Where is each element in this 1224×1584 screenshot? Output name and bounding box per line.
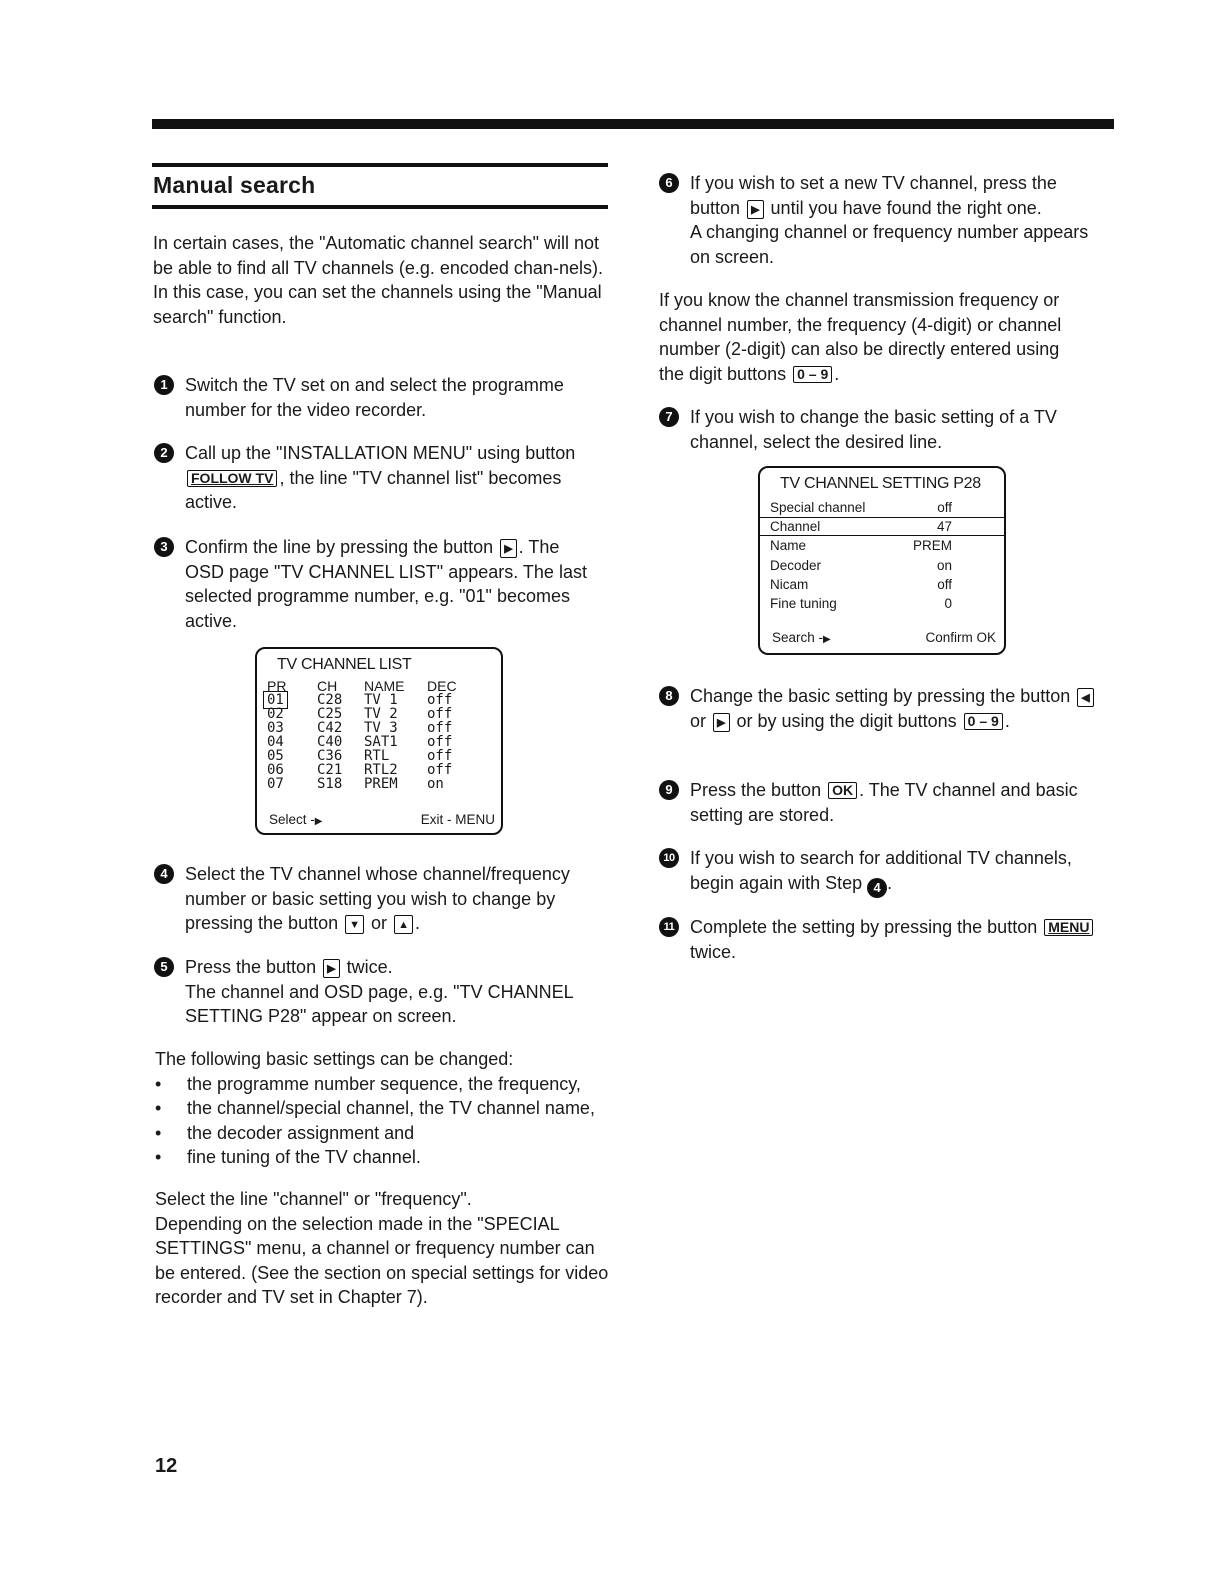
select-line-paragraph [155,1187,611,1310]
setting-row-decoder[interactable] [760,556,1004,575]
select-line-text: Select the line "channel" or "frequency". [155,1189,472,1209]
table-row[interactable] [261,721,457,735]
step-text: If you wish to search for additional TV channels, begin again with Step 4 . [690,846,1099,898]
step-number: 1 [154,375,174,395]
pr-cell-selected: 01 [263,691,288,709]
table-row[interactable] [261,707,457,721]
setting-value: 47 [936,519,952,535]
name-cell: TV 2 [364,706,398,722]
right-arrow-icon: ▶ [823,634,831,645]
search-hint: Search -▶ [772,630,831,645]
step-number: 4 [154,864,174,884]
ch-cell: C21 [317,762,343,778]
down-arrow-key-icon: ▼ [345,915,364,934]
step-number: 7 [659,407,679,427]
setting-rows [760,498,1004,613]
step5-text-c: The channel and OSD page, e.g. "TV CHANNEL SETTING P28" appear on screen. [185,981,573,1026]
setting-row-name[interactable] [760,536,1004,555]
step6-text-b: until you have found the right one. [770,197,1042,218]
header-dec: DEC [427,678,457,694]
step-number: 10 [659,848,679,868]
step3-text-a: Confirm the line by pressing the button [185,537,494,557]
osd-title: TV CHANNEL SETTING P28 [780,475,981,492]
name-cell: RTL2 [364,762,398,778]
step9-text-b: . The TV channel and basic setting are stored. [690,780,1078,825]
step8-text-b: or by using the digit buttons [736,710,957,731]
step-text [690,171,1099,269]
step-11 [659,915,1099,964]
ch-cell: S18 [317,776,343,792]
step-number: 3 [154,537,174,557]
step-number: 5 [154,957,174,977]
setting-label: Channel [770,519,821,535]
right-arrow-icon: ▶ [314,816,323,827]
intro-paragraph [153,231,605,329]
dec-cell: off [427,748,453,764]
pr-cell: 02 [267,706,284,722]
channel-list-table [261,679,457,791]
ch-cell: C42 [317,720,343,736]
setting-row-nicam[interactable] [760,575,1004,594]
confirm-hint: Confirm OK [925,630,996,645]
step-10 [659,846,1099,898]
title-rule-top [152,163,608,167]
list-item: • the channel/special channel, the TV channel name, [155,1096,605,1121]
list-item: • the decoder assignment and [155,1121,605,1146]
step-3 [154,535,602,633]
ch-cell: C28 [317,692,343,708]
name-cell: RTL [364,748,390,764]
table-row[interactable] [261,735,457,749]
step-reference-badge: 4 [867,878,887,898]
right-arrow-key-icon: ▶ [500,539,516,558]
step4-text: Select the TV channel whose channel/frequency number or basic setting you wish to change by pressing the button [185,864,570,933]
name-cell: TV 1 [364,692,398,708]
list-item: • fine tuning of the TV channel. [155,1145,605,1170]
step-number: 6 [659,173,679,193]
step-4 [154,862,602,936]
dec-cell: off [427,734,453,750]
table-row[interactable] [261,693,457,707]
pr-cell: 03 [267,720,284,736]
setting-label: Name [770,538,807,554]
table-row[interactable] [261,749,457,763]
step-text: Select the TV channel whose channel/frequency number or basic setting you wish to change by pressing the button ▼ or ▲ . [185,864,570,933]
dec-cell: off [427,706,453,722]
step-text [690,778,1099,827]
setting-value: PREM [912,538,952,554]
header-ch: CH [317,678,338,694]
osd-title: TV CHANNEL LIST [277,656,412,673]
step6-text-a: If you wish to set a new TV channel, press the button [690,173,1057,218]
settings-section [155,1047,605,1170]
ch-cell: C25 [317,706,343,722]
setting-label: Nicam [770,576,809,592]
intro-text-2: In this case, you can set the channels using the "Manual search" function. [153,282,602,327]
digit-keys-icon: 0 – 9 [964,713,1003,730]
setting-value: off [937,576,952,592]
setting-value: 0 [944,596,952,612]
page-title: Manual search [153,172,316,198]
top-rule [152,119,1114,129]
step10-text: If you wish to search for additional TV channels, begin again with Step [690,848,1072,893]
step-2 [154,441,602,515]
step-text [185,535,602,633]
ok-key-icon: OK [828,782,857,799]
frequency-paragraph: If you know the channel transmission frequency or channel number, the frequency (4-digit) or channel number (2-digit) can also be directly entered using the digit buttons 0 – 9 . [659,290,1062,384]
step6-text-c: A changing channel or frequency number appears on screen. [690,222,1089,267]
setting-row-special-channel[interactable] [760,498,1004,517]
name-cell: PREM [364,776,398,792]
step-6 [659,171,1099,269]
step-number: 9 [659,780,679,800]
right-arrow-key-icon: ▶ [713,713,729,732]
setting-label: Decoder [770,557,822,573]
left-arrow-key-icon: ◀ [1077,688,1093,707]
setting-label: Special channel [770,500,866,515]
intro-text: In certain cases, the "Automatic channel search" will not be able to find all TV channels (e.g. encoded chan-nels). [153,233,603,278]
step-9 [659,778,1099,827]
step2-text-a: Call up the "INSTALLATION MENU" using button [185,443,576,463]
tv-channel-list-osd [255,647,503,835]
step11-text-b: twice. [690,941,737,962]
exit-hint: Exit - MENU [420,812,495,827]
step-number: 8 [659,686,679,706]
pr-cell: 07 [267,776,284,792]
dec-cell: off [427,720,453,736]
follow-tv-key-icon: FOLLOW TV [187,470,277,487]
tv-channel-setting-osd [758,466,1006,655]
table-row[interactable] [261,777,457,791]
settings-intro: The following basic settings can be changed: [155,1049,514,1069]
step-text [185,441,602,515]
freq-text: If you know the channel transmission frequency or channel number, the frequency (4-digit) or channel number (2-digit) can also be directly entered using the digit buttons [659,290,1062,384]
step-text: If you wish to change the basic setting of a TV channel, select the desired line. [690,407,1057,452]
page-number: 12 [155,1455,178,1477]
setting-value: off [937,500,952,515]
step3-text-b: . The OSD page "TV CHANNEL LIST" appears. The last selected programme number, e.g. "01" becomes active. [185,537,587,631]
step-8 [659,684,1099,733]
dec-cell: on [427,776,444,792]
header-pr: PR [267,678,287,694]
right-arrow-key-icon: ▶ [323,959,339,978]
pr-cell: 06 [267,762,284,778]
step-7 [659,405,1089,454]
digit-keys-icon: 0 – 9 [793,366,832,383]
step9-text-a: Press the button [690,780,822,800]
step5-text-a: Press the button [185,957,317,977]
setting-row-channel-selected[interactable] [760,517,1004,536]
title-rule-bottom [152,205,608,209]
list-item: • the programme number sequence, the frequency, [155,1072,605,1097]
header-name: NAME [364,678,405,694]
select-hint: Select -▶ [269,812,323,827]
right-arrow-key-icon: ▶ [747,200,763,219]
step-text: Switch the TV set on and select the programme number for the video recorder. [185,375,564,420]
step-1 [154,373,594,422]
table-row[interactable] [261,763,457,777]
step-number: 11 [659,917,679,937]
name-cell: TV 3 [364,720,398,736]
pr-cell: 05 [267,748,284,764]
dec-cell: off [427,692,453,708]
step5-text-b: twice. [346,957,393,977]
setting-row-fine-tuning[interactable] [760,594,1004,613]
step-text [185,955,602,1029]
name-cell: SAT1 [364,734,398,750]
step11-text-a: Complete the setting by pressing the button [690,917,1038,937]
step-number: 2 [154,443,174,463]
channel-list-header [261,679,457,693]
dec-cell: off [427,762,453,778]
setting-label: Fine tuning [770,596,837,612]
step-5 [154,955,602,1029]
ch-cell: C36 [317,748,343,764]
step8-text-a: Change the basic setting by pressing the button [690,686,1071,706]
ch-cell: C40 [317,734,343,750]
step2-text-b: , the line "TV channel list" becomes active. [185,467,562,512]
step-text [690,915,1099,964]
pr-cell: 04 [267,734,284,750]
up-arrow-key-icon: ▲ [394,915,413,934]
settings-list [155,1072,605,1170]
depending-text: Depending on the selection made in the "SPECIAL SETTINGS" menu, a channel or frequency number can be entered. (See the section on special settings for video recorder and TV set in Chapter 7). [155,1213,609,1307]
setting-value: on [936,557,952,573]
step-text: Change the basic setting by pressing the button ◀ or ▶ or by using the digit buttons 0 – 9 . [690,684,1099,733]
menu-key-icon: MENU [1044,919,1093,936]
